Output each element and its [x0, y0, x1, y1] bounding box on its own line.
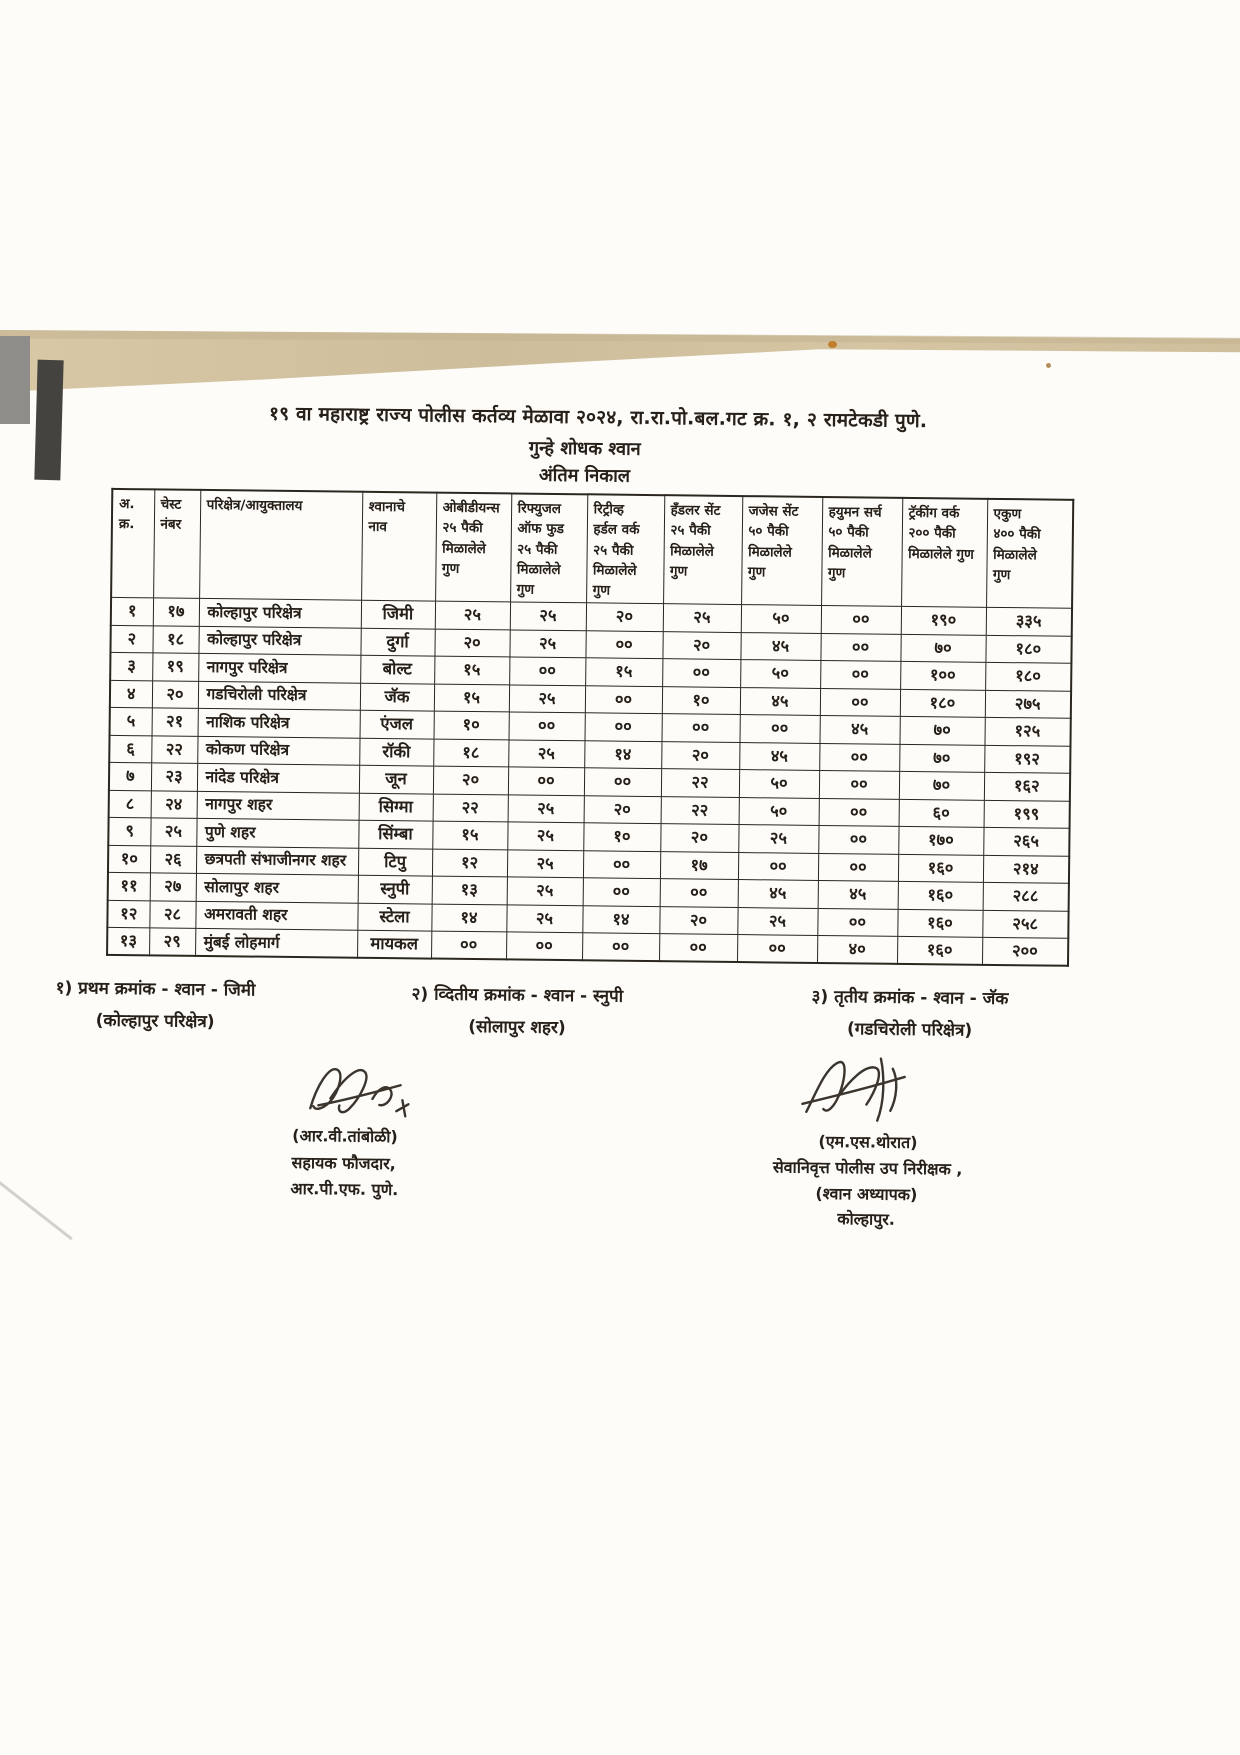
cell-r3-c6: ००	[509, 657, 585, 685]
rank-first	[55, 975, 255, 1032]
cell-r3-c5: १५	[434, 656, 509, 684]
cell-r13-c11: १६०	[897, 937, 982, 965]
cell-r9-c2: २५	[150, 818, 196, 846]
cell-r4-c6: २५	[509, 685, 585, 713]
cell-r5-c12: १२५	[984, 718, 1070, 746]
cell-r2-c9: ४५	[740, 632, 820, 660]
rank-first-region: (कोल्हापुर परिक्षेत्र)	[95, 1010, 215, 1033]
cell-r5-c6: ००	[509, 712, 585, 740]
rank-first-line: १) प्रथम क्रमांक - श्वान - जिमी	[55, 978, 256, 1001]
cell-r13-c10: ४०	[817, 936, 897, 964]
cell-r2-c3: कोल्हापुर परिक्षेत्र	[198, 626, 360, 655]
cell-r5-c10: ४५	[819, 716, 899, 744]
cell-r10-c10: ००	[818, 853, 898, 881]
table-header-row	[111, 489, 1073, 609]
cell-r13-c3: मुंबई लोहमार्ग	[195, 929, 357, 958]
cell-r9-c9: २५	[738, 825, 818, 853]
cell-r1-c8: २५	[663, 604, 741, 632]
rank-third	[811, 984, 1008, 1041]
signature-left-org: आर.पी.एफ. पुणे.	[290, 1178, 399, 1200]
cell-r8-c12: १९९	[984, 800, 1070, 828]
cell-r6-c6: २५	[508, 740, 584, 768]
cell-r9-c6: २५	[507, 822, 583, 850]
cell-r13-c1: १३	[107, 928, 149, 956]
cell-r1-c12: ३३५	[986, 608, 1072, 636]
cell-r5-c8: ००	[662, 714, 740, 742]
cell-r12-c9: २५	[737, 907, 817, 935]
column-header-4: श्वानाचे नाव	[361, 492, 436, 602]
cell-r4-c3: गडचिरोली परिक्षेत्र	[198, 681, 360, 710]
cell-r6-c4: रॉकी	[359, 738, 433, 766]
cell-r11-c4: स्नुपी	[358, 875, 432, 903]
cell-r4-c7: ००	[585, 686, 662, 714]
cell-r5-c9: ००	[739, 715, 819, 743]
cell-r10-c7: ००	[583, 851, 660, 879]
cell-r13-c8: ००	[659, 934, 737, 962]
cell-r5-c2: २१	[152, 708, 198, 736]
cell-r6-c5: १८	[433, 739, 508, 767]
cell-r9-c5: १५	[432, 821, 507, 849]
cell-r10-c11: १६०	[898, 854, 983, 882]
cell-r1-c1: १	[111, 598, 153, 626]
cell-r7-c9: ५०	[739, 770, 819, 798]
cell-r9-c3: पुणे शहर	[196, 819, 358, 848]
cell-r8-c7: २०	[584, 796, 661, 824]
results-table	[106, 488, 1074, 967]
cell-r1-c3: कोल्हापुर परिक्षेत्र	[199, 599, 361, 628]
cell-r13-c4: मायकल	[357, 930, 431, 958]
cell-r7-c4: जून	[359, 765, 433, 793]
cell-r12-c11: १६०	[897, 909, 982, 937]
signature-right-place: कोल्हापुर.	[837, 1209, 896, 1229]
cell-r6-c8: २०	[661, 741, 739, 769]
column-header-12: एकुण ४०० पैकी मिळालेले गुण	[986, 499, 1073, 609]
cell-r1-c9: ५०	[741, 605, 821, 633]
cell-r12-c10: ००	[817, 908, 897, 936]
cell-r3-c10: ००	[820, 661, 900, 689]
cell-r11-c9: ४५	[738, 880, 818, 908]
cell-r7-c7: ००	[584, 768, 661, 796]
column-header-7: रिट्रीव्ह हर्डल वर्क २५ पैकी मिळालेले गुण	[586, 494, 664, 604]
cell-r4-c11: १८०	[900, 689, 985, 717]
cell-r6-c3: कोकण परिक्षेत्र	[197, 736, 359, 765]
cell-r6-c11: ७०	[899, 744, 984, 772]
cell-r11-c6: २५	[507, 877, 583, 905]
column-header-5: ओबीडीयन्स २५ पैकी मिळालेले गुण	[435, 493, 511, 603]
cell-r5-c11: ७०	[899, 717, 984, 745]
cell-r10-c6: २५	[507, 850, 583, 878]
cell-r13-c7: ००	[582, 933, 659, 961]
cell-r11-c1: ११	[108, 873, 150, 901]
rank-third-line: ३) तृतीय क्रमांक - श्वान - जॅक	[811, 986, 1009, 1010]
cell-r6-c12: १९२	[984, 745, 1070, 773]
cell-r8-c9: ५०	[739, 797, 819, 825]
cell-r10-c1: १०	[108, 845, 150, 873]
cell-r1-c7: २०	[586, 603, 663, 631]
cell-r3-c7: १५	[585, 658, 662, 686]
cell-r2-c12: १८०	[985, 635, 1071, 663]
cell-r4-c4: जॅक	[360, 683, 434, 711]
cell-r12-c12: २५८	[982, 910, 1068, 938]
cell-r7-c2: २३	[151, 763, 197, 791]
cell-r9-c11: १७०	[898, 827, 983, 855]
cell-r6-c9: ४५	[739, 742, 819, 770]
signature-left-name: (आर.वी.तांबोळी)	[292, 1125, 398, 1147]
cell-r1-c4: जिमी	[361, 600, 435, 628]
cell-r1-c5: २५	[435, 601, 510, 629]
rank-second	[411, 981, 623, 1038]
cell-r13-c6: ००	[506, 932, 582, 960]
cell-r8-c3: नागपुर शहर	[197, 791, 359, 820]
cell-r1-c11: १९०	[901, 607, 986, 635]
cell-r2-c7: ००	[585, 631, 662, 659]
cell-r4-c2: २०	[152, 681, 198, 709]
cell-r8-c4: सिग्मा	[359, 793, 433, 821]
cell-r13-c2: २९	[149, 928, 195, 956]
signature-right-title: सेवानिवृत्त पोलीस उप निरीक्षक ,	[772, 1157, 963, 1179]
cell-r3-c8: ००	[662, 659, 740, 687]
cell-r12-c2: २८	[149, 901, 195, 929]
cell-r4-c5: १५	[434, 684, 509, 712]
cell-r2-c6: २५	[509, 630, 585, 658]
cell-r12-c6: २५	[506, 905, 582, 933]
cell-r13-c12: २००	[982, 938, 1068, 966]
cell-r9-c10: ००	[818, 826, 898, 854]
cell-r10-c8: १७	[660, 851, 738, 879]
column-header-3: परिक्षेत्र/आयुक्तालय	[199, 490, 362, 601]
cell-r2-c4: दुर्गा	[360, 628, 434, 656]
cell-r1-c10: ००	[821, 606, 901, 634]
signature-right-role: (श्वान अध्यापक)	[815, 1183, 918, 1205]
cell-r12-c4: स्टेला	[357, 903, 431, 931]
cell-r7-c3: नांदेड परिक्षेत्र	[197, 764, 359, 793]
cell-r2-c1: २	[110, 625, 152, 653]
rank-second-line: २) व्दितीय क्रमांक - श्वान - स्नुपी	[411, 984, 624, 1007]
cell-r13-c9: ००	[737, 935, 817, 963]
cell-r5-c3: नाशिक परिक्षेत्र	[198, 709, 360, 738]
cell-r3-c12: १८०	[985, 663, 1071, 691]
cell-r7-c12: १६२	[984, 773, 1070, 801]
cell-r8-c2: २४	[151, 791, 197, 819]
column-header-2: चेस्ट नंबर	[153, 489, 200, 598]
signature-right	[792, 1050, 923, 1135]
cell-r11-c12: २८८	[983, 883, 1069, 911]
rank-second-region: (सोलापुर शहर)	[468, 1016, 566, 1039]
cell-r10-c5: १२	[432, 849, 507, 877]
cell-r6-c7: १४	[584, 741, 661, 769]
cell-r11-c11: १६०	[898, 882, 983, 910]
cell-r10-c12: २१४	[983, 855, 1069, 883]
cell-r8-c8: २२	[661, 796, 739, 824]
cell-r7-c11: ७०	[899, 772, 984, 800]
cell-r6-c10: ००	[819, 743, 899, 771]
cell-r3-c9: ५०	[740, 660, 820, 688]
cell-r1-c6: २५	[510, 602, 586, 630]
cell-r9-c4: सिंम्बा	[358, 820, 432, 848]
cell-r13-c5: ००	[431, 931, 506, 959]
cell-r11-c8: ००	[660, 879, 738, 907]
column-header-9: जजेस सेंट ५० पैकी मिळालेले गुण	[741, 496, 822, 606]
cell-r9-c7: १०	[583, 823, 660, 851]
cell-r4-c9: ४५	[740, 687, 820, 715]
column-header-10: हयुमन सर्च ५० पैकी मिळालेले गुण	[821, 497, 902, 607]
cell-r2-c11: ७०	[900, 634, 985, 662]
cell-r1-c2: १७	[153, 598, 199, 626]
cell-r2-c5: २०	[434, 629, 509, 657]
cell-r8-c6: २५	[508, 795, 584, 823]
signature-left	[300, 1058, 421, 1125]
cell-r2-c2: १८	[152, 626, 198, 654]
cell-r4-c10: ००	[820, 688, 900, 716]
cell-r5-c7: ००	[585, 713, 662, 741]
cell-r9-c8: २०	[660, 824, 738, 852]
cell-r12-c1: १२	[107, 900, 149, 928]
cell-r8-c1: ८	[109, 790, 151, 818]
signature-left-title: सहायक फौजदार,	[291, 1152, 396, 1174]
cell-r8-c11: ६०	[899, 799, 984, 827]
cell-r11-c7: ००	[583, 878, 660, 906]
cell-r3-c3: नागपुर परिक्षेत्र	[198, 654, 360, 683]
cell-r7-c10: ००	[819, 771, 899, 799]
cell-r6-c2: २२	[151, 736, 197, 764]
signature-right-name: (एम.एस.थोरात)	[818, 1131, 918, 1153]
rank-third-region: (गडचिरोली परिक्षेत्र)	[846, 1019, 973, 1041]
cell-r6-c1: ६	[109, 735, 151, 763]
column-header-1: अ. क्र.	[111, 489, 154, 598]
page-subtitle: गुन्हे शोधक श्वान	[528, 437, 641, 460]
cell-r2-c8: २०	[662, 631, 740, 659]
cell-r7-c5: २०	[433, 766, 508, 794]
cell-r12-c5: १४	[431, 904, 506, 932]
cell-r7-c1: ७	[109, 763, 151, 791]
cell-r3-c11: १००	[900, 662, 985, 690]
column-header-6: रिफ्युजल ऑफ फुड २५ पैकी मिळालेले गुण	[510, 493, 587, 603]
cell-r3-c4: बोल्ट	[360, 655, 434, 683]
cell-r11-c2: २७	[150, 873, 196, 901]
cell-r11-c3: सोलापुर शहर	[196, 874, 358, 903]
cell-r8-c5: २२	[433, 794, 508, 822]
cell-r12-c7: १४	[582, 906, 659, 934]
cell-r4-c12: २७५	[985, 690, 1071, 718]
page-title: १९ वा महाराष्ट्र राज्य पोलीस कर्तव्य मेळावा २०२४, रा.रा.पो.बल.गट क्र. १, २ रामटेकडी पुणे.	[268, 402, 928, 433]
cell-r5-c4: एंजल	[360, 710, 434, 738]
results-heading: अंतिम निकाल	[538, 464, 631, 487]
cell-r10-c3: छत्रपती संभाजीनगर शहर	[196, 846, 358, 875]
cell-r8-c10: ००	[819, 798, 899, 826]
cell-r12-c3: अमरावती शहर	[195, 901, 357, 930]
cell-r4-c8: १०	[662, 686, 740, 714]
cell-r10-c2: २६	[150, 846, 196, 874]
cell-r5-c1: ५	[110, 708, 152, 736]
cell-r9-c1: ९	[108, 818, 150, 846]
column-header-11: ट्रॅकींग वर्क २०० पैकी मिळालेले गुण	[901, 498, 987, 608]
column-header-8: हँडलर सेंट २५ पैकी मिळालेले गुण	[663, 495, 742, 605]
cell-r5-c5: १०	[434, 711, 509, 739]
cell-r9-c12: २६५	[983, 828, 1069, 856]
cell-r12-c8: २०	[659, 906, 737, 934]
cell-r11-c5: १३	[432, 876, 507, 904]
cell-r10-c9: ००	[738, 852, 818, 880]
cell-r2-c10: ००	[820, 633, 900, 661]
cell-r7-c8: २२	[661, 769, 739, 797]
cell-r4-c1: ४	[110, 680, 152, 708]
cell-r7-c6: ००	[508, 767, 584, 795]
cell-r10-c4: टिपु	[358, 848, 432, 876]
cell-r11-c10: ४५	[818, 881, 898, 909]
cell-r3-c1: ३	[110, 653, 152, 681]
cell-r3-c2: १९	[152, 653, 198, 681]
